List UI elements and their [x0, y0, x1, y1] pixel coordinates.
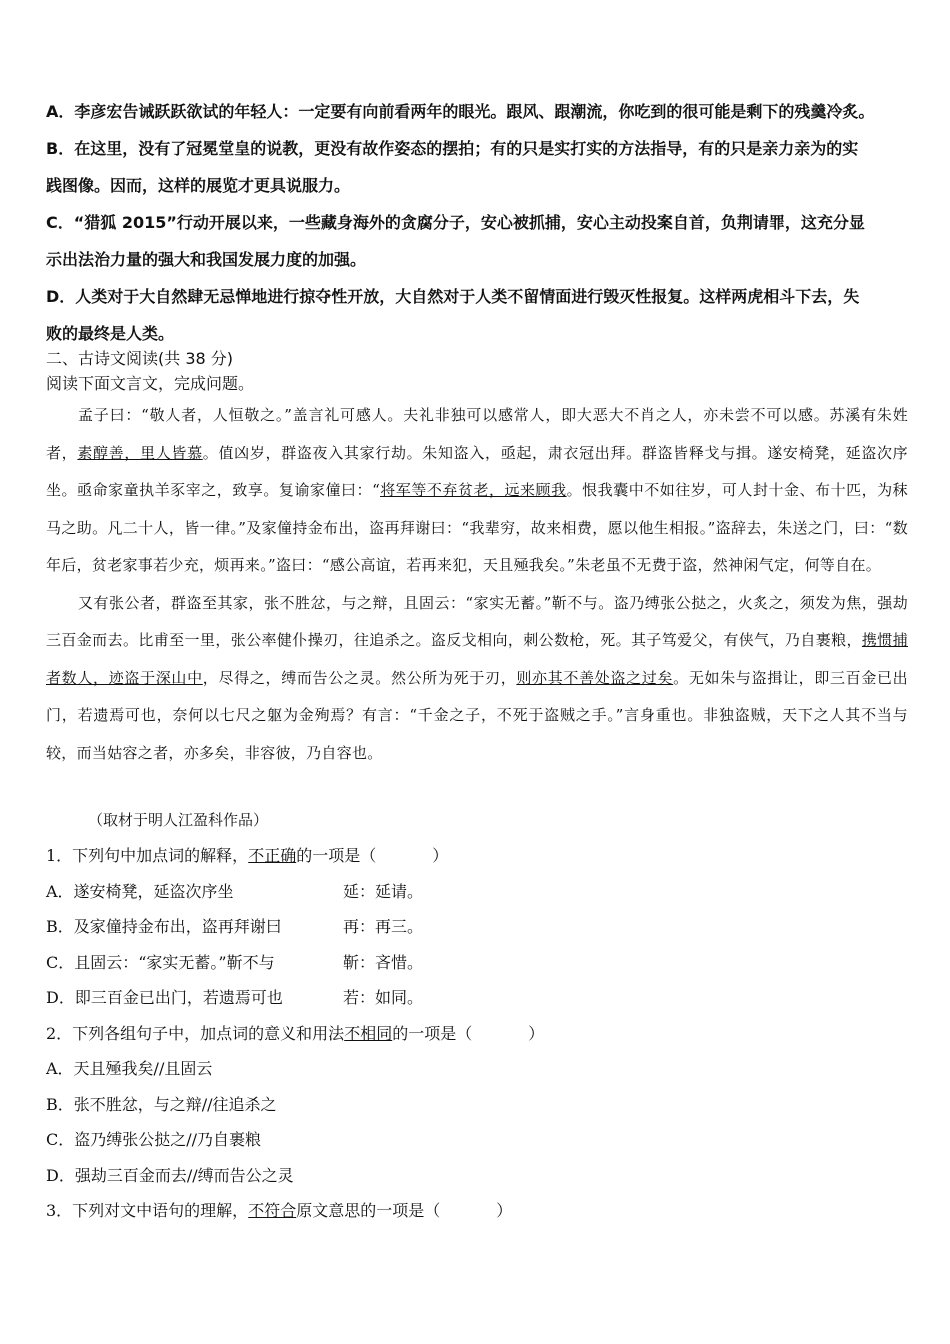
question-1-option-b: [46, 909, 906, 945]
option-gloss: 若：如同。: [343, 988, 424, 1007]
question-1-stem: [46, 838, 906, 874]
stem-text: ）: [432, 846, 449, 865]
option-text: C．且固云：“家实无蓄。”靳不与: [46, 952, 275, 972]
question-1-option-a: [46, 874, 906, 910]
stem-emphasis: 不正确: [248, 846, 297, 865]
question-1-option-c: [46, 945, 906, 981]
question-2-stem: [46, 1016, 906, 1052]
stem-text: 原文意思的一项是（: [296, 1201, 441, 1220]
question-2-option-c: C．盗乃缚张公挞之//乃自裹粮: [46, 1130, 262, 1149]
passage-text: 又有张公者，群盗至其家，张不胜忿，与之辩，且固云：“家实无蓄。”靳不与。盗乃缚张公挞之，火炙之，须发为焦，强劫三百金而去。比甫至一里，张公率健仆操刃，往追杀之。盗反戈相向，刺公数枪，死。其子笃爱父，有侠气，乃自裹粮，: [46, 593, 908, 649]
question-2-option-a: A．天且殛我矣//且固云: [46, 1059, 213, 1078]
underlined-phrase: 则亦其不善处盗之过矣: [516, 668, 674, 687]
stem-text: 的一项是（: [296, 846, 377, 865]
section-title: 二、古诗文阅读(共 38 分): [46, 349, 234, 368]
underlined-phrase: 携惯捕者数人，迹盗于深山中: [46, 631, 908, 687]
option-gloss: 再：再三。: [343, 917, 424, 936]
passage-text: 。值凶岁，群盗夜入其家行劫。朱知盗入，亟起，肃衣冠出拜。群盗皆释戈与揖。遂安椅凳，延盗次序坐。亟命家童执羊豕宰之，致享。复谕家僮曰：“: [46, 443, 908, 499]
option-gloss: 靳：吝惜。: [343, 952, 424, 972]
question-3-stem: [46, 1193, 906, 1229]
passage-text: 。恨我囊中不如往岁，可人封十金、布十匹，为秣马之助。凡二十人，皆一律。”及家僮持金布出，盗再拜谢曰：“我辈穷，故来相费，愿以他生相报。”盗辞去，朱送之门，曰：“数年后，贫老家事若少充，烦再来。”盗曰：“感公高谊，若再来犯，天且殛我矣。”朱老虽不无费于盗，然神闲气定，何等自在。: [46, 481, 908, 574]
passage-paragraph-1: [46, 397, 908, 585]
classical-passage: [46, 397, 908, 772]
question-2-option-b: B．张不胜忿，与之辩//往追杀之: [46, 1094, 277, 1114]
passage-text: 。无如朱与盗揖让，即三百金已出门，若遗焉可也，奈何以七尺之躯为金殉焉？有言：“千金之子，不死于盗贼之手。”言身重也。非独盗贼，天下之人其不当与较，而当姑容之者，亦多矣，非容彼，乃自容也。: [46, 668, 908, 762]
option-c-line2: 示出法治力量的强大和我国发展力度的加强。: [46, 250, 367, 269]
question-1-option-d: [46, 980, 906, 1016]
option-text: B．及家僮持金布出，盗再拜谢曰: [46, 917, 282, 936]
option-text: A．遂安椅凳，延盗次序坐: [46, 881, 234, 901]
question-2-option-d: D．强劫三百金而去//缚而告公之灵: [46, 1165, 294, 1185]
questions: [46, 838, 906, 1229]
previous-question-options: [46, 93, 906, 352]
stem-text: 2．下列各组句子中，加点词的意义和用法: [46, 1023, 345, 1043]
option-b-line2: 践图像。因而，这样的展览才更具说服力。: [46, 176, 351, 195]
option-gloss: 延：延请。: [343, 881, 424, 901]
passage-text: ，尽得之，缚而告公之灵。然公所为死于刃，: [202, 668, 517, 687]
option-a: A．李彦宏告诫跃跃欲试的年轻人：一定要有向前看两年的眼光。跟风、跟潮流，你吃到的很可能是剩下的残羹冷炙。: [46, 102, 875, 121]
stem-emphasis: 不相同: [344, 1023, 393, 1043]
stem-text: 的一项是（: [392, 1023, 473, 1043]
option-d-line2: 败的最终是人类。: [46, 324, 175, 343]
option-d-line1: D．人类对于大自然肆无忌惮地进行掠夺性开放，大自然对于人类不留情面进行毁灭性报复。这样两虎相斗下去，失: [46, 287, 860, 306]
stem-emphasis: 不符合: [248, 1201, 297, 1220]
stem-text: ）: [496, 1201, 513, 1220]
option-c-line1: C．“猎狐 2015”行动开展以来，一些藏身海外的贪腐分子，安心被抓捕，安心主动投案自首，负荆请罪，这充分显: [46, 213, 865, 232]
option-text: D．即三百金已出门，若遗焉可也: [46, 988, 283, 1007]
underlined-phrase: 素醇善，里人皆慕: [77, 443, 203, 462]
stem-text: ）: [528, 1023, 545, 1043]
passage-paragraph-2: [46, 585, 908, 773]
underlined-phrase: 将军等不弃贫老，远来顾我: [380, 481, 567, 499]
stem-text: 3．下列对文中语句的理解，: [46, 1201, 249, 1220]
passage-text: 孟子曰：“敬人者，人恒敬之。”盖言礼可感人。夫礼非独可以感常人，即大恶大不肖之人，亦未尝不可以感。苏溪有朱姓者，: [46, 406, 908, 462]
stem-text: 1．下列句中加点词的解释，: [46, 846, 249, 865]
section-instruction: 阅读下面文言文，完成问题。: [46, 374, 255, 393]
option-b-line1: B．在这里，没有了冠冕堂皇的说教，更没有故作姿态的摆拍；有的只是实打实的方法指导，有的只是亲力亲为的实: [46, 139, 859, 158]
passage-source: （取材于明人江盈科作品）: [88, 811, 269, 829]
